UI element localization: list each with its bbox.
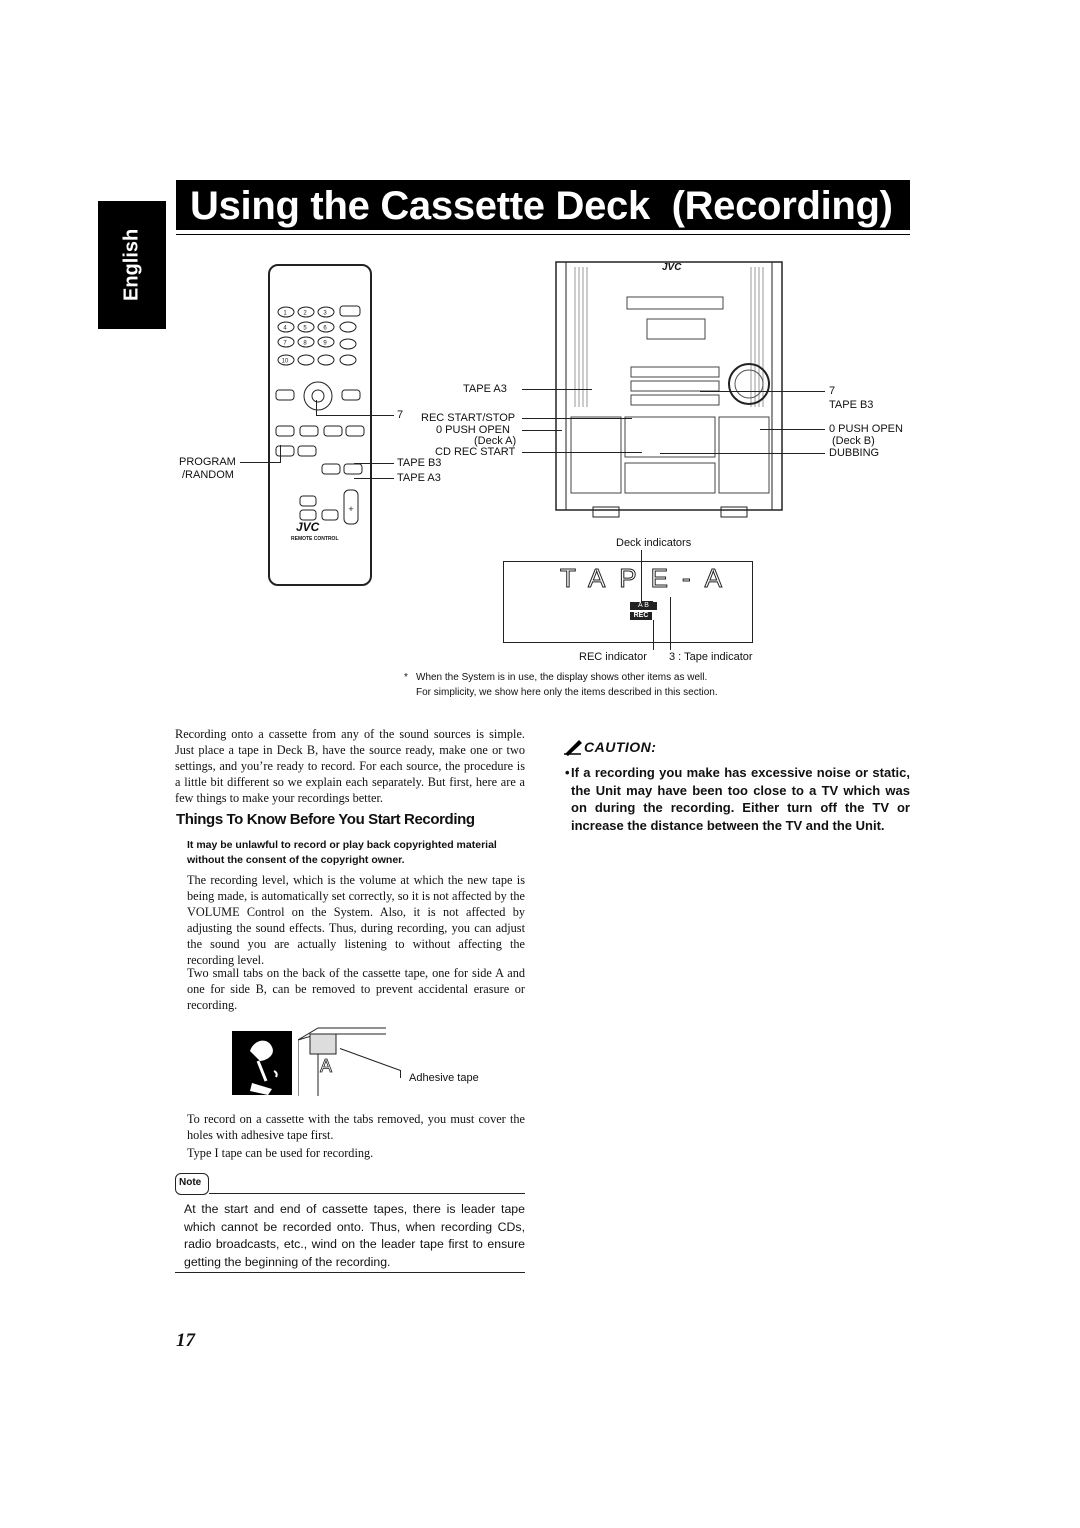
section-heading: Things To Know Before You Start Recording — [176, 811, 475, 828]
svg-text:7: 7 — [283, 340, 287, 347]
unit-brand-logo: JVC — [662, 262, 682, 273]
svg-text:5: 5 — [303, 325, 307, 332]
label-random: /RANDOM — [182, 469, 234, 481]
note-top-rule — [209, 1193, 525, 1194]
callout-deck-b: (Deck B) — [832, 435, 875, 447]
pencil-icon — [563, 736, 583, 756]
footnote-line1: When the System is in use, the display shows other items as well. — [416, 672, 708, 683]
leader-line — [400, 1070, 401, 1078]
footnote-asterisk: * — [404, 672, 408, 683]
leader-line — [240, 462, 280, 463]
callout-push-open-a: 0 PUSH OPEN — [436, 424, 510, 436]
deck-ab-indicator: A B — [630, 602, 657, 610]
page-number: 17 — [176, 1330, 195, 1351]
note-text: At the start and end of cassette tapes, there is leader tape which cannot be recorded onto. Thus, when recording CDs, radio broadcasts, etc., wind on the leader tape first to ensure getting the beginning of the recording. — [184, 1202, 525, 1269]
display-readout: TAPE-A — [560, 563, 736, 593]
callout-tape-b3-right: TAPE B3 — [829, 399, 874, 411]
leader-line — [316, 415, 394, 416]
rec-indicator-label: REC indicator — [579, 651, 647, 663]
callout-tape-a3-top: TAPE A3 — [463, 383, 507, 395]
leader-line — [522, 452, 642, 453]
note-label: Note — [179, 1177, 202, 1188]
svg-text:A: A — [320, 1056, 333, 1076]
tape-type-paragraph: Type I tape can be used for recording. — [187, 1146, 374, 1160]
language-tab-label: English — [120, 228, 143, 302]
cover-holes-paragraph: To record on a cassette with the tabs removed, you must cover the holes with adhesive tape first. — [187, 1112, 525, 1143]
leader-line — [660, 453, 825, 454]
svg-text:1: 1 — [283, 310, 287, 317]
label-remote-7: 7 — [397, 409, 404, 421]
caution-text: If a recording you make has excessive noise or static, the Unit may have been too close to a TV which was on during the recording. Either turn off the TV or increase the distance between the TV and the Unit. — [571, 765, 910, 833]
page-title: Using the Cassette Deck (Recording) — [190, 184, 893, 228]
remote-caption: REMOTE CONTROL — [291, 536, 339, 542]
tab-removal-illustration — [232, 1031, 292, 1095]
callout-cd-rec-start: CD REC START — [435, 446, 516, 458]
callout-tape-a3-left: TAPE A3 — [397, 472, 441, 484]
label-program: PROGRAM — [179, 456, 236, 468]
copyright-warning: It may be unlawful to record or play back copyrighted material without the consent of the copyright owner. — [187, 839, 497, 866]
caution-bullet: • — [565, 765, 570, 780]
svg-text:8: 8 — [303, 340, 307, 347]
svg-text:+: + — [348, 504, 354, 514]
tabs-paragraph: Two small tabs on the back of the cassette tape, one for side A and one for side B, can be removed to prevent accidental erasure or recording. — [187, 966, 525, 1013]
leader-line — [280, 445, 281, 463]
callout-deck-a: (Deck A) — [474, 435, 517, 447]
title-rule — [176, 234, 910, 235]
leader-line — [670, 597, 671, 650]
caution-label: CAUTION: — [584, 739, 657, 755]
leader-line — [760, 429, 825, 430]
remote-brand-logo: JVC — [296, 520, 320, 534]
leader-line — [354, 478, 394, 479]
rec-indicator-icon: REC — [630, 612, 652, 620]
svg-text:6: 6 — [323, 325, 327, 332]
footnote-line2: For simplicity, we show here only the items described in this section. — [416, 687, 718, 698]
leader-line — [653, 620, 654, 650]
svg-text:10: 10 — [281, 358, 289, 365]
caution-icon — [563, 736, 583, 756]
intro-paragraph: Recording onto a cassette from any of the sound sources is simple. Just place a tape in Deck B, have the source ready, make one or two settings, and you’re ready to record. For each source, the procedure is a little bit different so we explain each separately. But first, here are a few things to make your recordings better. — [175, 727, 525, 806]
leader-line — [522, 389, 592, 390]
leader-line — [522, 430, 562, 431]
svg-text:9: 9 — [323, 340, 327, 347]
recording-level-paragraph: The recording level, which is the volume at which the new tape is being made, is automatically set correctly, so it is not affected by the VOLUME Control on the System. Also, it is not affected by adjusting the sound effects. Thus, during recording, you can adjust the sound you are actually listening to without affecting the recording level. — [187, 873, 525, 968]
leader-line — [522, 418, 632, 419]
deck-indicators-label: Deck indicators — [616, 537, 692, 549]
leader-line — [316, 400, 317, 415]
hand-removing-tab-icon — [232, 1031, 292, 1095]
callout-right-7: 7 — [829, 385, 836, 397]
note-bottom-rule — [175, 1272, 525, 1273]
adhesive-tape-label: Adhesive tape — [409, 1072, 479, 1084]
callout-rec-start-stop: REC START/STOP — [421, 412, 516, 424]
leader-line — [700, 391, 825, 392]
leader-line — [354, 463, 394, 464]
callout-tape-b3-left: TAPE B3 — [397, 457, 442, 469]
svg-text:4: 4 — [283, 325, 287, 332]
svg-text:2: 2 — [303, 310, 307, 317]
callout-dubbing: DUBBING — [829, 447, 880, 459]
callout-push-open-b: 0 PUSH OPEN — [829, 423, 903, 435]
svg-text:3: 3 — [323, 310, 327, 317]
tape-indicator-label: 3 : Tape indicator — [669, 651, 753, 663]
